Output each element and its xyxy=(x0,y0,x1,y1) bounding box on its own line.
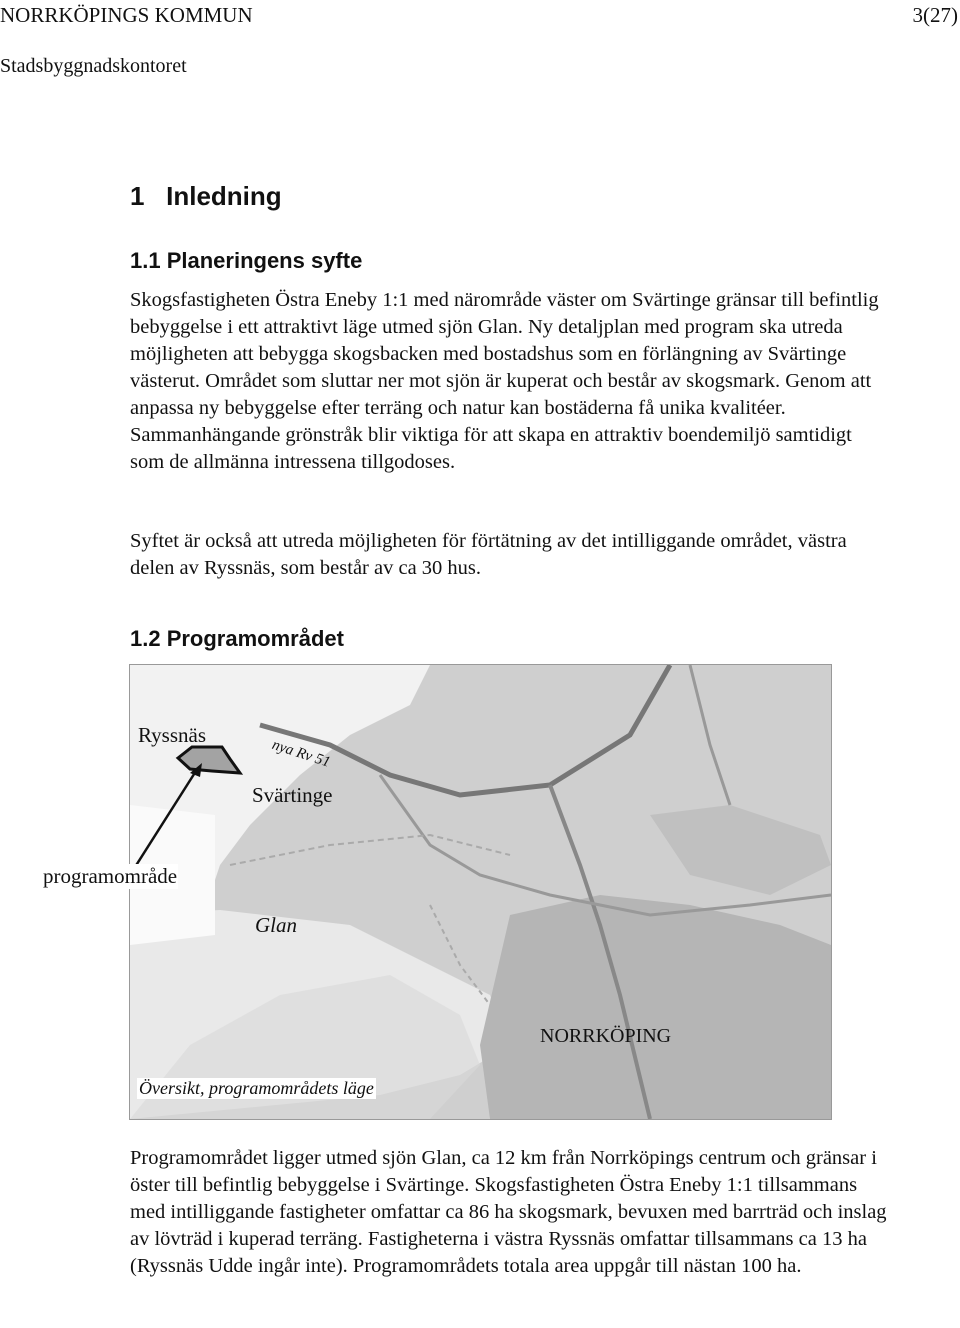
map-label-program-area: programområde xyxy=(43,864,178,888)
paragraph-program-area: Programområdet ligger utmed sjön Glan, ca 12 km från Norrköpings centrum och gränsar i öster till befintlig bebyggelse i Svärtinge. Skogsfastigheten Östra Eneby 1:1 tillsammans med intilliggande fastigheter omfattar ca 86 ha skogsmark, bevuxen med barrträd och inslag av lövträd i kuperad terräng. Fastigheterna i västra Ryssnäs omfattar tillsammans ca 13 ha (Ryssnäs Udde ingår inte). Programområdets totala area uppgår till nästan 100 ha. xyxy=(130,1147,887,1277)
map-graphic xyxy=(130,665,831,1119)
map-label-glan: Glan xyxy=(255,913,297,937)
urban-area-north xyxy=(650,805,831,895)
path-trail xyxy=(230,835,510,865)
overview-map xyxy=(129,664,832,1120)
map-label-norrkoping: NORRKÖPING xyxy=(540,1025,672,1047)
header-department: Stadsbyggnadskontoret xyxy=(0,55,187,77)
map-label-ryssnas: Ryssnäs xyxy=(138,723,207,747)
paragraph-purpose: Skogsfastigheten Östra Eneby 1:1 med närområde väster om Svärtinge gränsar till befintlig bebyggelse i ett attraktivt läge utmed sjön Glan. Ny detaljplan med program ska utreda möjligheten att bebygga skogsbacken med bostadshus som en förlängning av Svärtinge västerut. Området som sluttar ner mot sjön är kuperat och består av skogsmark. Genom att anpassa ny bebyggelse efter terräng och natur kan bostäderna få unika kvalitéer. Sammanhängande grönstråk blir viktiga för att skapa en attraktiv boendemiljö samtidigt som de allmänna intressena tillgodoses. xyxy=(130,289,879,473)
map-label-road: nya Rv 51 xyxy=(270,737,333,771)
subsection-heading-planeringens-syfte: 1.1 Planeringens syfte xyxy=(130,248,363,273)
map-caption: Översikt, programområdets läge xyxy=(139,1078,374,1098)
header-page-number: 3(27) xyxy=(912,3,958,27)
paragraph-purpose-densification: Syftet är också att utreda möjligheten för förtätning av det intilliggande området, västra delen av Ryssnäs, som består av ca 30 hus. xyxy=(130,530,847,579)
road-north xyxy=(690,665,730,805)
header-organization: NORRKÖPINGS KOMMUN xyxy=(0,3,253,27)
urban-area-norrkoping xyxy=(480,895,831,1119)
map-label-svartinge: Svärtinge xyxy=(252,783,333,807)
section-heading-inledning: 1 Inledning xyxy=(130,181,282,211)
subsection-heading-programomradet: 1.2 Programområdet xyxy=(130,626,344,651)
